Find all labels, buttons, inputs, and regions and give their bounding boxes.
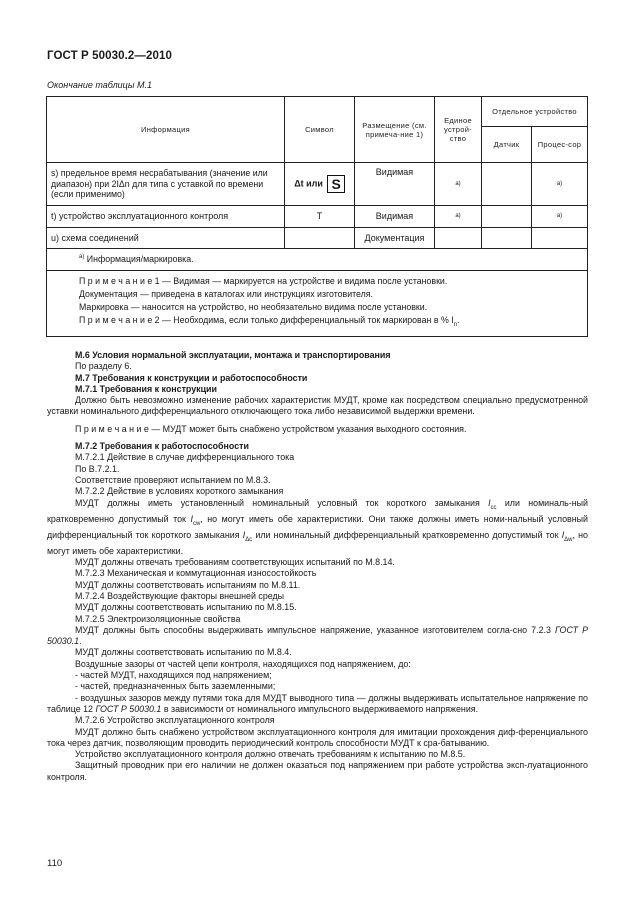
row-processor	[532, 228, 588, 249]
list-item: - воздушных зазоров между путями тока для МУДТ выводного типа — должны выдерживать испытательное напряжение по таблице 12 ГОСТ Р 50030.1 в зависимости от номинального импульсного выдерживаемого напряжения.	[47, 692, 588, 714]
row-info	[47, 163, 285, 206]
row-symbol	[285, 163, 355, 206]
note-1: П р и м е ч а н и е 1 — Видимая — маркируется на устройстве и видима после установки.	[79, 276, 448, 286]
section-m722-text: МУДТ должны иметь установленный номинальный условный ток короткого замыкания $I_{cc}$ или номиналь-ный кратковременно допустимый ток $I_{cw}$, но могут иметь обе характеристики. Они также должны иметь номи-нальный условный дифференциальный ток короткого замыкания $I_{\Delta c}$ или номинальный дифференциальный кратковременно допустимый ток $I_{\Delta w}$, но могут иметь обе характеристики.	[47, 497, 588, 556]
section-m722: М.7.2.2 Действие в условиях короткого замыкания	[75, 486, 284, 497]
section-m726-text: МУДТ должно быть снабжено устройством эксплуатационного контроля для имитации прохождения диф-ференциального тока через датчик, позволяющим проводить периодический контроль способности МУДТ к сра-батыванию.	[47, 726, 588, 748]
header-placement: Размещение (см. примеча-ние 1)	[355, 97, 435, 163]
header-separate: Отдельное устройство	[482, 97, 588, 127]
section-m722-check: МУДТ должны отвечать требованиям соответствующих испытаний по М.8.14.	[75, 557, 395, 568]
row-processor: а)	[532, 163, 588, 206]
section-m7-title: М.7 Требования к конструкции и работоспособности	[75, 372, 308, 383]
row-placement: Видимая	[355, 163, 435, 206]
document-header: ГОСТ Р 50030.2—2010	[47, 50, 172, 62]
section-m721: М.7.2.1 Действие в случае дифференциального тока	[75, 452, 295, 463]
footnote-mark: а)	[79, 254, 85, 261]
page-number: 110	[47, 858, 63, 869]
section-m71-note: П р и м е ч а н и е — МУДТ может быть снабжено устройством указания выходного состояния.	[75, 423, 467, 434]
symbol-s-box: S	[327, 175, 344, 193]
symbol-text: Δt или	[294, 178, 323, 189]
note-marking: Маркировка — наносится на устройство, но необязательно видима после установки.	[79, 302, 428, 312]
header-sensor: Датчик	[482, 127, 532, 163]
table-row	[47, 163, 588, 206]
section-m6-text: По разделу 6.	[75, 361, 132, 372]
row-info-text: s) предельное время несрабатывания (значение или диапазон) при 2IΔn для типа с уставкой по времени (если применимо)	[51, 168, 268, 200]
header-symbol: Символ	[285, 97, 355, 163]
section-m6-title: М.6 Условия нормальной эксплуатации, монтажа и транспортирования	[75, 350, 391, 360]
row-info: u) схема соединений	[47, 228, 285, 249]
footnote-text: Информация/маркировка.	[86, 254, 194, 265]
row-placement: Документация	[355, 228, 435, 249]
row-placement: Видимая	[355, 206, 435, 228]
section-m71-text: Должно быть невозможно изменение рабочих характеристик МУДТ, кроме как посредством специально предусмотренной уставки номинального дифференциального отключающего тока либо независимой выдержки времени.	[47, 395, 588, 417]
table-footnote	[47, 249, 588, 271]
table-notes	[47, 271, 588, 337]
section-m726: М.7.2.6 Устройство эксплуатационного контроля	[75, 715, 275, 726]
marking-table	[46, 96, 588, 337]
section-m725-air: Воздушные зазоры от частей цепи контроля, находящихся под напряжением, до:	[75, 658, 411, 669]
section-m721-ref: По В.7.2.1.	[75, 463, 120, 474]
section-m71-title: М.7.1 Требования к конструкции	[75, 383, 217, 394]
header-info: Информация	[47, 97, 285, 163]
row-on-device: а)	[435, 163, 482, 206]
list-item: - частей МУДТ, находящихся под напряжением;	[75, 670, 272, 681]
row-sensor	[482, 206, 532, 228]
row-on-device: а)	[435, 206, 482, 228]
header-processor: Процес-сор	[532, 127, 588, 163]
row-sensor	[482, 163, 532, 206]
row-processor: а)	[532, 206, 588, 228]
header-on-device: Единое устрой-ство	[435, 97, 482, 163]
section-m725: М.7.2.5 Электроизоляционные свойства	[75, 613, 241, 624]
section-m723: М.7.2.3 Механическая и коммутационная износостойкость	[75, 568, 317, 579]
row-on-device	[435, 228, 482, 249]
table-row	[47, 228, 588, 249]
section-m726-pe: Защитный проводник при его наличии не должен оказаться под напряжением при работе устройства эксп-луатационного контроля.	[47, 760, 588, 782]
list-item: - частей, предназначенных быть заземленными;	[75, 681, 276, 692]
section-m72-title: М.7.2 Требования к работоспособности	[75, 441, 249, 452]
document-body	[47, 350, 588, 783]
row-symbol	[285, 228, 355, 249]
section-m725-text: МУДТ должны быть способны выдерживать импульсное напряжение, указанное изготовителем согла-сно 7.2.3 ГОСТ Р 50030.1.	[47, 624, 588, 647]
section-m723-check: МУДТ должны соответствовать испытаниям по М.8.11.	[75, 579, 301, 590]
row-info: t) устройство эксплуатационного контроля	[47, 206, 285, 228]
section-m725-check: МУДТ должны соответствовать испытанию по М.8.4.	[75, 647, 292, 658]
section-m724-check: МУДТ должны соответствовать испытанию по М.8.15.	[75, 602, 297, 613]
note-2: П р и м е ч а н и е 2 — Необходима, если только дифференциальный ток маркирован в % $I_n$.	[79, 315, 460, 328]
row-sensor	[482, 228, 532, 249]
section-m721-check: Соответствие проверяют испытанием по М.8.3.	[75, 474, 271, 485]
table-row	[47, 206, 588, 228]
section-m726-check: Устройство эксплуатационного контроля должно отвечать требованиям к испытанию по М.8.5.	[75, 749, 466, 760]
row-symbol: T	[285, 206, 355, 228]
table-caption: Окончание таблицы М.1	[47, 80, 152, 90]
note-documentation: Документация — приведена в каталогах или инструкциях изготовителя.	[79, 289, 373, 299]
section-m724: М.7.2.4 Воздействующие факторы внешней среды	[75, 590, 285, 601]
